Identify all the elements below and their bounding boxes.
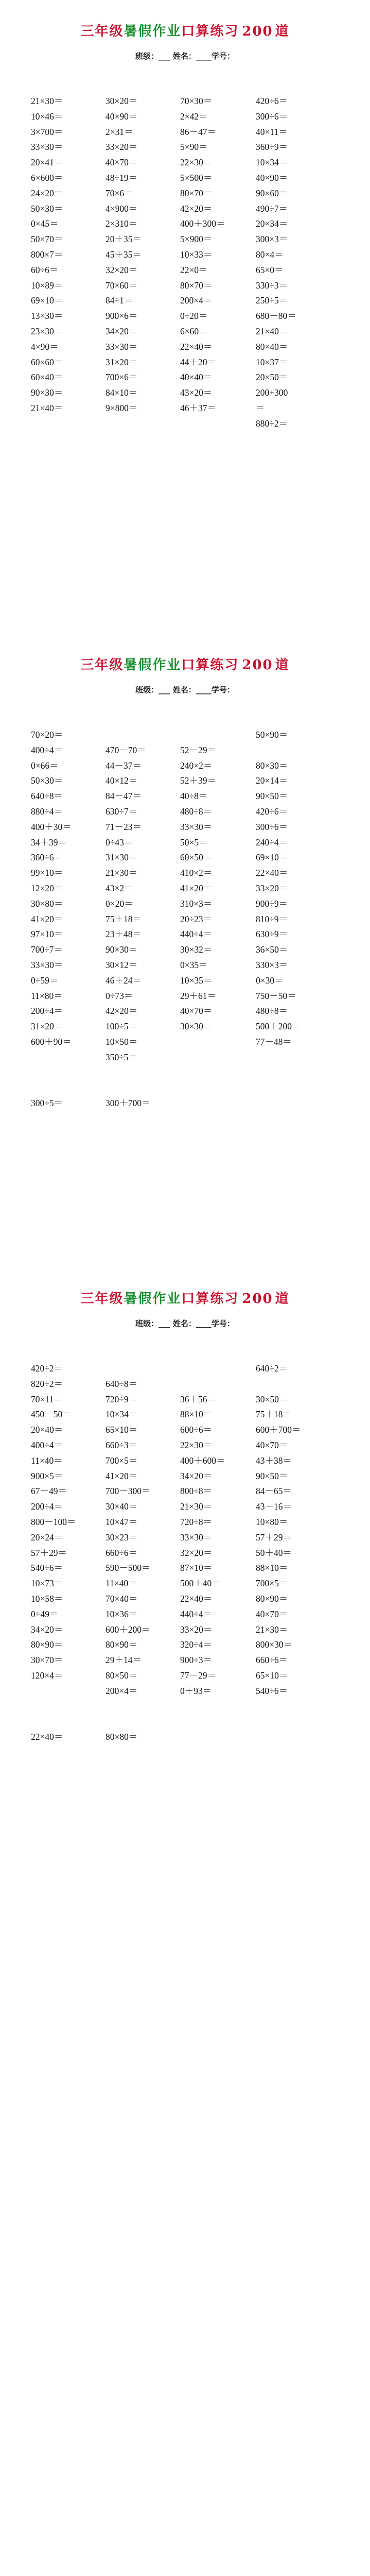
math-problem: 80×90＝: [256, 1594, 288, 1604]
math-problem: 40×12＝: [105, 775, 138, 786]
title-prefix: 三年级: [80, 657, 124, 673]
math-problem: 360÷6＝: [31, 852, 63, 862]
title-suffix: 口算练习: [181, 24, 239, 39]
math-problem: 80×30＝: [256, 760, 288, 771]
math-problem: 330÷3＝: [256, 280, 288, 291]
math-problem: 33×20＝: [180, 1624, 213, 1635]
math-problem: 34×20＝: [105, 326, 138, 336]
math-problem: 10×50＝: [105, 1037, 138, 1047]
math-problem: 630÷9＝: [256, 929, 288, 939]
math-problem: 20÷23＝: [180, 914, 213, 924]
math-problem: 490÷7＝: [256, 204, 288, 214]
math-problem: 10×58＝: [31, 1594, 63, 1604]
math-problem: 21×40＝: [31, 403, 63, 413]
math-problem: 13×30＝: [31, 311, 63, 321]
math-problem: 21×30＝: [256, 1624, 288, 1635]
math-problem: 420÷2＝: [31, 1363, 63, 1374]
math-problem: 0×20＝: [105, 899, 133, 909]
math-problem: 84×10＝: [105, 387, 138, 398]
math-problem: 0÷20＝: [180, 311, 208, 321]
math-problem: 21×30＝: [180, 1501, 213, 1512]
math-problem: 46＋37＝: [180, 403, 216, 413]
math-problem: 500＋40＝: [180, 1578, 221, 1588]
math-problem: 30×70＝: [31, 1655, 63, 1665]
math-problem: 70×40＝: [105, 1594, 138, 1604]
math-problem: 600÷6＝: [180, 1425, 213, 1435]
math-problem: 65×10＝: [105, 1425, 138, 1435]
math-problem: 50×90＝: [256, 730, 288, 740]
math-problem: 320÷4＝: [180, 1639, 213, 1650]
math-problem: 700×6＝: [105, 372, 138, 382]
math-problem: 500＋200＝: [256, 1021, 301, 1031]
math-problem: 800－100＝: [31, 1517, 76, 1527]
math-problem: 440÷4＝: [180, 1609, 213, 1619]
math-problem: 410×2＝: [180, 868, 213, 878]
math-problem: 40×11＝: [256, 127, 288, 137]
math-problem: 440÷4＝: [180, 929, 213, 939]
math-problem: 44＋20＝: [180, 357, 216, 367]
math-problem: 21×30＝: [31, 96, 63, 106]
math-problem: 470－70＝: [105, 745, 146, 755]
math-problem: 660÷3＝: [105, 1440, 138, 1450]
math-problem: 29＋61＝: [180, 991, 216, 1001]
math-problem: 22×40＝: [180, 1594, 213, 1604]
math-problem: 4×90＝: [31, 342, 59, 352]
math-problem: 0×30＝: [256, 975, 284, 986]
math-problem: 46＋24＝: [105, 975, 142, 986]
math-problem: 400＋30＝: [31, 822, 72, 832]
math-problem: 69×10＝: [256, 852, 288, 862]
math-problem: 43－16＝: [256, 1501, 292, 1512]
math-problem: 420÷6＝: [256, 806, 288, 817]
math-problem: 900×6＝: [105, 311, 138, 321]
math-problem: 480÷8＝: [256, 1006, 288, 1016]
math-problem: 57＋29＝: [31, 1548, 67, 1558]
math-problem: 41×20＝: [31, 914, 63, 924]
math-problem: 22×40＝: [256, 868, 288, 878]
math-problem: 640÷8＝: [31, 791, 63, 801]
math-problem: 200÷4＝: [31, 1006, 63, 1016]
math-problem: 77－48＝: [256, 1037, 292, 1047]
math-problem: 420÷6＝: [256, 96, 288, 106]
title-unit: 道: [275, 657, 290, 673]
math-problem: 720÷8＝: [180, 1517, 213, 1527]
math-problem: 4×900＝: [105, 204, 138, 214]
math-problem: 10×36＝: [105, 1609, 138, 1619]
math-problem: 80×90＝: [105, 1639, 138, 1650]
math-problem: 40×70＝: [105, 157, 138, 167]
math-problem: 75＋18＝: [256, 1409, 292, 1419]
math-problem: 87×10＝: [180, 1563, 213, 1573]
math-problem: 41×20＝: [105, 1471, 138, 1481]
math-problem: 12×20＝: [31, 883, 63, 893]
math-problem: 820÷2＝: [31, 1379, 63, 1389]
math-problem: 50×70＝: [31, 234, 63, 244]
math-problem: 22×0＝: [180, 265, 208, 275]
math-problem: 250÷5＝: [256, 295, 288, 306]
math-problem: 30×12＝: [105, 960, 138, 970]
math-problem: 330×3＝: [256, 960, 288, 970]
math-problem: 5×900＝: [180, 234, 213, 244]
math-problem: 33×30＝: [105, 342, 138, 352]
math-problem: 50×30＝: [31, 775, 63, 786]
math-problem: 9×800＝: [105, 403, 138, 413]
math-problem: 36＋56＝: [180, 1394, 216, 1404]
title-count: 200: [242, 657, 273, 673]
math-problem: 86－47＝: [180, 127, 216, 137]
math-problem: 40×90＝: [105, 111, 138, 122]
math-problem: 10×34＝: [105, 1409, 138, 1419]
math-problem: 700×5＝: [105, 1455, 138, 1466]
math-problem: 48÷19＝: [105, 173, 138, 183]
math-problem: 33×30＝: [180, 822, 213, 832]
math-problem: 31×20＝: [105, 357, 138, 367]
math-problem: 30×32＝: [180, 944, 213, 955]
math-problem: 50×30＝: [31, 204, 63, 214]
math-problem: 900÷3＝: [180, 1655, 213, 1665]
math-problem: 22×40＝: [180, 342, 213, 352]
title-count: 200: [242, 1291, 273, 1307]
math-problem: 40×40＝: [180, 372, 213, 382]
math-problem: 10×37＝: [256, 357, 288, 367]
math-problem: 20×40＝: [31, 1425, 63, 1435]
math-problem: 21×30＝: [105, 868, 138, 878]
math-problem: 600＋700＝: [256, 1425, 301, 1435]
math-problem: ＝: [256, 403, 265, 413]
math-problem: 32×20＝: [180, 1548, 213, 1558]
math-problem: 42×20＝: [105, 1006, 138, 1016]
math-problem: 75＋18＝: [105, 914, 142, 924]
math-problem: 30×20＝: [105, 96, 138, 106]
math-problem: 11×80＝: [31, 991, 63, 1001]
math-problem: 750－50＝: [256, 991, 296, 1001]
math-problem: 880÷4＝: [31, 806, 63, 817]
math-problem: 70×11＝: [31, 1394, 63, 1404]
math-problem: 660÷6＝: [105, 1548, 138, 1558]
math-problem: 80×4＝: [256, 249, 284, 260]
math-problem: 900×5＝: [31, 1471, 63, 1481]
math-problem: 200×4＝: [105, 1686, 138, 1696]
math-problem: 3×700＝: [31, 127, 63, 137]
math-problem: 23×30＝: [31, 326, 63, 336]
title-prefix: 三年级: [80, 1291, 124, 1307]
math-problem: 60×60＝: [31, 357, 63, 367]
math-problem: 680－80＝: [256, 311, 296, 321]
math-problem: 0×35＝: [180, 960, 208, 970]
math-problem: 240×2＝: [180, 760, 213, 771]
sheet-title: [0, 21, 370, 40]
math-problem: 10×46＝: [31, 111, 63, 122]
math-problem: 43×20＝: [180, 387, 213, 398]
math-problem: 10×34＝: [256, 157, 288, 167]
math-problem: 31×20＝: [31, 1021, 63, 1031]
math-problem: 11×40＝: [105, 1578, 137, 1588]
math-problem: 23＋48＝: [105, 929, 142, 939]
math-problem: 90×30＝: [31, 387, 63, 398]
math-problem: 88×10＝: [256, 1563, 288, 1573]
math-problem: 40×70＝: [180, 1006, 213, 1016]
math-problem: 57＋29＝: [256, 1532, 292, 1543]
math-problem: 6×60＝: [180, 326, 208, 336]
title-mid: 暑假作业: [124, 24, 182, 39]
math-problem: 0÷49＝: [31, 1609, 59, 1619]
math-problem: 43＋38＝: [256, 1455, 292, 1466]
math-problem: 400＋600＝: [180, 1455, 225, 1466]
math-problem: 720÷9＝: [105, 1394, 138, 1404]
math-problem: 10×73＝: [31, 1578, 63, 1588]
math-problem: 99×10＝: [31, 868, 63, 878]
math-problem: 30×50＝: [256, 1394, 288, 1404]
math-problem: 24×20＝: [31, 188, 63, 198]
math-problem: 10×89＝: [31, 280, 63, 291]
math-problem: 52－29＝: [180, 745, 216, 755]
sheet-title: [0, 1288, 370, 1307]
math-problem: 6×600＝: [31, 173, 63, 183]
math-problem: 120×4＝: [31, 1670, 63, 1681]
math-problem: 800×7＝: [31, 249, 63, 260]
math-problem: 97×10＝: [31, 929, 63, 939]
math-problem: 44－37＝: [105, 760, 142, 771]
sheet-title: [0, 654, 370, 673]
title-count: 200: [242, 24, 273, 39]
math-problem: 200÷4＝: [31, 1501, 63, 1512]
math-problem: 90×50＝: [256, 1471, 288, 1481]
math-problem: 31×30＝: [105, 852, 138, 862]
math-problem: 80×70＝: [180, 280, 213, 291]
math-problem: 50×5＝: [180, 837, 208, 848]
math-problem: 65×10＝: [256, 1670, 288, 1681]
title-suffix: 口算练习: [181, 657, 239, 673]
math-problem: 20×24＝: [31, 1532, 63, 1543]
math-problem: 0×45＝: [31, 218, 59, 229]
math-problem: 42×20＝: [180, 204, 213, 214]
math-problem: 880÷2＝: [256, 418, 288, 429]
math-problem: 800÷8＝: [180, 1486, 213, 1496]
math-problem: 52＋39＝: [180, 775, 216, 786]
math-problem: 10×80＝: [256, 1517, 288, 1527]
math-problem: 34×20＝: [31, 1624, 63, 1635]
math-problem: 30×30＝: [180, 1021, 213, 1031]
math-problem: 240÷4＝: [256, 837, 288, 848]
math-problem: 810÷9＝: [256, 914, 288, 924]
math-problem: 10×47＝: [105, 1517, 138, 1527]
title-suffix: 口算练习: [181, 1291, 239, 1307]
math-problem: 360÷9＝: [256, 142, 288, 152]
math-problem: 800×30＝: [256, 1639, 293, 1650]
math-problem: 200×4＝: [180, 295, 213, 306]
title-mid: 暑假作业: [124, 657, 182, 673]
math-problem: 400＋300＝: [180, 218, 225, 229]
math-problem: 77－29＝: [180, 1670, 216, 1681]
math-problem: 22×30＝: [180, 157, 213, 167]
math-problem: 100÷5＝: [105, 1021, 138, 1031]
math-problem: 50＋40＝: [256, 1548, 292, 1558]
math-problem: 33×30＝: [31, 960, 63, 970]
math-problem: 70×30＝: [180, 96, 213, 106]
math-problem: 20×50＝: [256, 372, 288, 382]
math-problem: 60×40＝: [31, 372, 63, 382]
math-problem: 10×33＝: [180, 249, 213, 260]
math-problem: 40×70＝: [256, 1609, 288, 1619]
math-problem: 60×50＝: [180, 852, 213, 862]
math-problem: 10×35＝: [180, 975, 213, 986]
student-info-line: 班级：___ 姓名：____学号：: [135, 685, 235, 694]
student-info-line: 班级：___ 姓名：____学号：: [135, 52, 235, 61]
math-problem: 80×70＝: [180, 188, 213, 198]
math-problem: 21×40＝: [256, 326, 288, 336]
math-problem: 0÷43＝: [105, 837, 133, 848]
math-problem: 45＋35＝: [105, 249, 142, 260]
math-problem: 310×3＝: [180, 899, 213, 909]
math-problem: 2×42＝: [180, 111, 208, 122]
math-problem: 30×40＝: [105, 1501, 138, 1512]
title-prefix: 三年级: [80, 24, 124, 39]
math-problem: 600＋90＝: [31, 1037, 72, 1047]
math-problem: 0÷73＝: [105, 991, 133, 1001]
math-problem: 70×60＝: [105, 280, 138, 291]
math-problem: 34＋39＝: [31, 837, 67, 848]
math-problem: 640÷8＝: [105, 1379, 138, 1389]
math-problem: 29＋14＝: [105, 1655, 142, 1665]
math-problem: 11×40＝: [31, 1455, 63, 1466]
math-problem: 67－49＝: [31, 1486, 67, 1496]
math-problem: 22×30＝: [180, 1440, 213, 1450]
math-problem: 20×34＝: [256, 218, 288, 229]
math-problem: 700－300＝: [105, 1486, 151, 1496]
math-problem: 400÷4＝: [31, 745, 63, 755]
math-problem: 32×20＝: [105, 265, 138, 275]
math-problem: 43×2＝: [105, 883, 133, 893]
math-problem: 480÷8＝: [180, 806, 213, 817]
math-problem: 41×20＝: [180, 883, 213, 893]
math-problem: 630÷7＝: [105, 806, 138, 817]
math-problem: 300÷6＝: [256, 111, 288, 122]
math-problem: 36×50＝: [256, 944, 288, 955]
math-problem: 33×30＝: [31, 142, 63, 152]
math-problem: 300÷6＝: [256, 822, 288, 832]
math-problem: 70×6＝: [105, 188, 133, 198]
math-problem: 22×40＝: [31, 1732, 63, 1742]
math-problem: 540÷6＝: [256, 1686, 288, 1696]
math-problem: 200+300: [256, 387, 288, 398]
math-problem: 30×80＝: [31, 899, 63, 909]
math-problem: 700×5＝: [256, 1578, 288, 1588]
math-problem: 5×500＝: [180, 173, 213, 183]
math-problem: 84－47＝: [105, 791, 142, 801]
math-problem: 0＋93＝: [180, 1686, 212, 1696]
math-problem: 70×20＝: [31, 730, 63, 740]
math-problem: 400÷4＝: [31, 1440, 63, 1450]
math-problem: 20＋35＝: [105, 234, 142, 244]
math-problem: 700÷7＝: [31, 944, 63, 955]
math-problem: 40×70＝: [256, 1440, 288, 1450]
math-problem: 90×30＝: [105, 944, 138, 955]
math-problem: 300×3＝: [256, 234, 288, 244]
math-problem: 33×20＝: [105, 142, 138, 152]
math-problem: 540÷6＝: [31, 1563, 63, 1573]
math-problem: 88×10＝: [180, 1409, 213, 1419]
math-problem: 660÷6＝: [256, 1655, 288, 1665]
math-problem: 300÷5＝: [31, 1098, 63, 1108]
math-problem: 65×0＝: [256, 265, 284, 275]
student-info-line: 班级：___ 姓名：____学号：: [135, 1319, 235, 1328]
math-problem: 33×30＝: [180, 1532, 213, 1543]
math-problem: 84÷1＝: [105, 295, 133, 306]
math-problem: 600＋200＝: [105, 1624, 151, 1635]
math-problem: 900÷9＝: [256, 899, 288, 909]
math-problem: 2×310＝: [105, 218, 138, 229]
math-problem: 69×10＝: [31, 295, 63, 306]
title-mid: 暑假作业: [124, 1291, 182, 1307]
math-problem: 20×14＝: [256, 775, 288, 786]
math-problem: 0÷59＝: [31, 975, 59, 986]
math-problem: 90×60＝: [256, 188, 288, 198]
math-problem: 0×66＝: [31, 760, 59, 771]
math-problem: 20×41＝: [31, 157, 63, 167]
math-problem: 80×80＝: [105, 1732, 138, 1742]
math-problem: 80×90＝: [31, 1639, 63, 1650]
math-problem: 40×90＝: [256, 173, 288, 183]
math-problem: 450－50＝: [31, 1409, 72, 1419]
math-problem: 5×90＝: [180, 142, 208, 152]
math-problem: 590－500＝: [105, 1563, 151, 1573]
math-problem: 2×31＝: [105, 127, 133, 137]
math-problem: 60÷6＝: [31, 265, 59, 275]
math-problem: 80×50＝: [105, 1670, 138, 1681]
math-problem: 33×20＝: [256, 883, 288, 893]
math-problem: 84－65＝: [256, 1486, 292, 1496]
math-problem: 350÷5＝: [105, 1052, 138, 1062]
math-problem: 300＋700＝: [105, 1098, 151, 1108]
math-problem: 40÷8＝: [180, 791, 208, 801]
math-problem: 34×20＝: [180, 1471, 213, 1481]
title-unit: 道: [275, 24, 290, 39]
math-problem: 80×40＝: [256, 342, 288, 352]
math-problem: 640÷2＝: [256, 1363, 288, 1374]
title-unit: 道: [275, 1291, 290, 1307]
math-problem: 90×50＝: [256, 791, 288, 801]
math-problem: 30×23＝: [105, 1532, 138, 1543]
math-problem: 71－23＝: [105, 822, 142, 832]
